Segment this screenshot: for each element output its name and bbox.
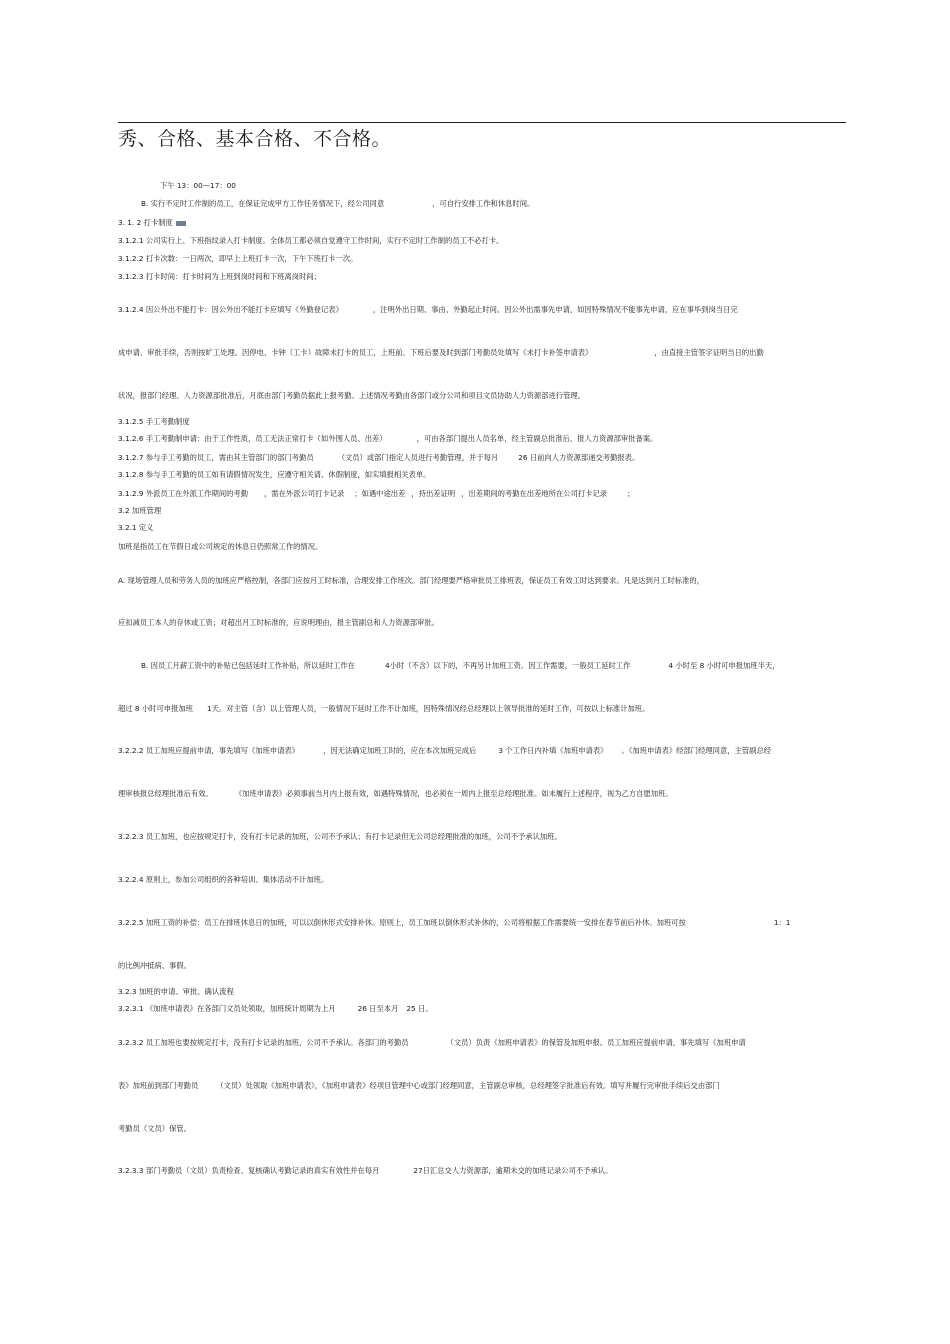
line-text: 3.1.2.6 手工考勤制申请：由于工作性质，员工无法正常打卡（如外围人员、出差）	[118, 434, 387, 443]
line-text: 理审核报总经理批准后有效。	[118, 789, 213, 798]
line-text: ，可由各部门提出人员名单，经主管副总批准后，报人力资源部审批备案。	[416, 434, 658, 443]
line-text: 3 个工作日内补填《加班申请表》	[498, 746, 608, 755]
line-text: ，出差期间的考勤在出差地所在公司打卡记录	[461, 489, 608, 498]
line-s3-2-3-3	[118, 1166, 612, 1176]
line-s3-1-2-8	[118, 470, 430, 480]
line-s3-1-2-6	[118, 434, 657, 444]
line-s3-1-2-4a	[118, 305, 738, 315]
line-s3-1-2-4c	[118, 391, 585, 401]
line-text: 26 日前向人力资源部递交考勤报表。	[518, 453, 640, 462]
line-s3-1-2-9	[118, 489, 634, 499]
line-text: 3.1.2.7 参与手工考勤的员工，需由其主管部门的部门考勤员	[118, 453, 314, 462]
line-text: 1：1	[773, 918, 791, 927]
line-text: 下午 13：00—17：00	[160, 181, 236, 190]
line-s3-2-2-2a	[118, 746, 771, 756]
line-text: （文员）负责《加班申请表》的保管及加班申报。员工加班应提前申请，事先填写《加班申请	[446, 1038, 746, 1047]
line-s3-1-2-5	[118, 417, 190, 427]
line-text: 的比例冲抵病、事假。	[118, 961, 191, 970]
line-text: 25 日。	[406, 1004, 433, 1013]
line-text: 3.1.2.5 手工考勤制度	[118, 417, 190, 426]
line-text: 3.2.3.2 员工加班也要按规定打卡，没有打卡记录的加班，公司不予承认。各部门的考勤员	[118, 1038, 409, 1047]
line-text: 3. 1. 2 打卡制度	[118, 218, 173, 227]
line-text: ，因无法确定加班工时的，应在本次加班完成后	[323, 746, 477, 755]
line-text: ，可自行安排工作和休息时间。	[432, 199, 535, 208]
line-text: （文员）处领取《加班申请表》，《加班申请表》经项目管理中心或部门经理同意，主管副总审核，总经理签字批准后有效。填写并履行完审批手续后交由部门	[216, 1081, 720, 1090]
line-text: B. 因员工月薪工资中的补贴已包括延时工作补贴，所以延时工作在	[141, 661, 355, 670]
line-text: 3.1.2.3 打卡时间：打卡时间为上班到岗时间和下班离岗时间；	[118, 272, 321, 281]
line-text: 3.1.2.2 打卡次数：一日两次，即早上上班打卡一次，下午下班打卡一次。	[118, 254, 358, 263]
line-text: 3.2 加班管理	[118, 506, 162, 515]
header-rule	[118, 122, 846, 123]
line-text: A. 现场管理人员和劳务人员的加班应严格控制，各部门应按月工时标准，合理安排工作班次。部门经理要严格审批员工排班表，保证员工有效工时达到要求。凡是达到月工时标准的，	[118, 576, 704, 585]
line-afternoon	[160, 181, 236, 191]
line-text: 3.2.2.5 加班工资的补偿：员工在排班休息日的加班，可以以倒休形式安排补休。原则上，员工加班以倒休形式补休的，公司将根据工作需要统一安排在春节前后补休。加班可按	[118, 918, 686, 927]
line-s3-2-3-2b	[118, 1081, 720, 1091]
line-text: ，注明外出日期、事由、外勤起止时间。因公外出需事先申请，如因特殊情况不能事先申请，应在事毕到岗当日完	[372, 305, 738, 314]
line-text: B. 实行不定时工作制的员工，在保证完成甲方工作任务情况下，经公司同意	[141, 199, 385, 208]
line-def	[118, 542, 322, 552]
line-b2	[118, 704, 649, 714]
line-text: 1天。对主管（含）以上管理人员，一般情况下延时工作不计加班，因特殊情况经总经理以上领导批准的延时工作，可按以上标准计加班。	[206, 704, 650, 713]
line-text: 状况，报部门经理、人力资源部批准后，月底由部门考勤员据此上报考勤。上述情况考勤由各部门或分公司和项目文员协助人力资源部进行管理。	[118, 391, 585, 400]
line-s3-2-2-4	[118, 875, 328, 885]
line-s3-1-2-2	[118, 254, 357, 264]
line-s3-1-2-1	[118, 236, 503, 246]
line-text: 3.2.1 定义	[118, 523, 154, 532]
line-text: 表》加班前到部门考勤员	[118, 1081, 199, 1090]
line-text: ；	[627, 489, 635, 498]
page-heading: 秀、合格、基本合格、不合格。	[118, 128, 392, 150]
line-text: 《加班申请表》必须事前当月内上报有效，如遇特殊情况，也必须在一周内上报至总经理批准。如未履行上述程序，视为乙方自愿加班。	[234, 789, 673, 798]
line-text: ；如遇中途出差	[354, 489, 406, 498]
line-s3-1-2-7	[118, 453, 639, 463]
line-s3-2-3	[118, 987, 234, 997]
line-text: 。《加班申请表》经部门经理同意，主管副总经	[621, 746, 772, 755]
line-text: 3.1.2.4 因公外出不能打卡：因公外出不能打卡应填写《外勤登记表》	[118, 305, 343, 314]
line-text: 3.2.3 加班的申请、审批、确认流程	[118, 987, 234, 996]
line-text: 3.1.2.1 公司实行上、下班指纹录入打卡制度。全体员工都必须自觉遵守工作时间，实行不定时工作制的员工不必打卡。	[118, 236, 504, 245]
line-text: 3.2.2.3 员工加班，也应按规定打卡，没有打卡记录的加班，公司不予承认；有打卡记录但无公司总经理批准的加班，公司不予承认加班。	[118, 832, 562, 841]
line-text: 3.2.2.4 原则上，参加公司组织的各种培训、集体活动不计加班。	[118, 875, 329, 884]
line-text: ，持出差证明	[411, 489, 456, 498]
line-text: 3.2.3.1 《加班申请表》在各部门文员处领取，加班统计周期为上月	[118, 1004, 336, 1013]
line-text: 27日汇总交人力资源部，逾期未交的加班记录公司不予承认。	[413, 1166, 613, 1175]
line-b-flex	[141, 199, 534, 209]
line-s3-2-1	[118, 523, 153, 533]
line-a2	[118, 618, 439, 628]
line-text: 3.1.2.8 参与手工考勤的员工如有请假情况发生，应遵守相关请、休假制度，如实填报相关表单。	[118, 470, 431, 479]
line-text: 3.1.2.9 外派员工在外派工作期间的考勤	[118, 489, 249, 498]
line-s3-1-2	[118, 218, 186, 228]
line-s3-1-2-4b	[118, 348, 764, 358]
line-s3-2	[118, 506, 161, 516]
line-text: 3.2.2.2 员工加班应提前申请，事先填写《加班申请表》	[118, 746, 300, 755]
line-s3-2-2-5b	[118, 961, 191, 971]
line-text: 4 小时至 8 小时可申报加班半天，	[668, 661, 780, 670]
line-s3-2-2-2b	[118, 789, 673, 799]
line-text: 应扣减员工本人的存休或工资；对超出月工时标准的，应说明理由，报主管副总和人力资源部审批。	[118, 618, 440, 627]
line-s3-2-2-5a	[118, 918, 790, 928]
line-s3-2-3-2a	[118, 1038, 746, 1048]
line-text: 4小时（不含）以下的，不再另计加班工资。因工作需要，一般员工延时工作	[384, 661, 631, 670]
line-text: 3.2.3.3 部门考勤员（文员）负责检查、复核确认考勤记录的真实有效性并在每月	[118, 1166, 380, 1175]
line-a1	[118, 576, 704, 586]
line-text: 成申请、审批手续，否则按旷工处理。因停电、卡钟（工卡）故障未打卡的员工，上班前、下班后要及时到部门考勤员处填写《未打卡补签申请表》	[118, 348, 593, 357]
line-s3-2-2-3	[118, 832, 562, 842]
line-s3-2-3-1	[118, 1004, 433, 1014]
line-text: ，由直接主管签字证明当日的出勤	[654, 348, 764, 357]
line-text: 考勤员（文员）保管。	[118, 1124, 191, 1133]
line-b1	[141, 661, 780, 671]
line-text: ，需在外派公司打卡记录	[264, 489, 345, 498]
line-text: 超过 8 小时可申报加班	[118, 704, 193, 713]
line-text: 26 日至本月	[357, 1004, 399, 1013]
line-s3-1-2-3	[118, 272, 321, 282]
line-text: （文员）或部门指定人员进行考勤管理，并于每月	[337, 453, 499, 462]
line-text: 加班是指员工在节假日或公司规定的休息日仍照常工作的情况。	[118, 542, 323, 551]
inline-image-icon	[176, 221, 186, 226]
line-s3-2-3-2c	[118, 1124, 191, 1134]
